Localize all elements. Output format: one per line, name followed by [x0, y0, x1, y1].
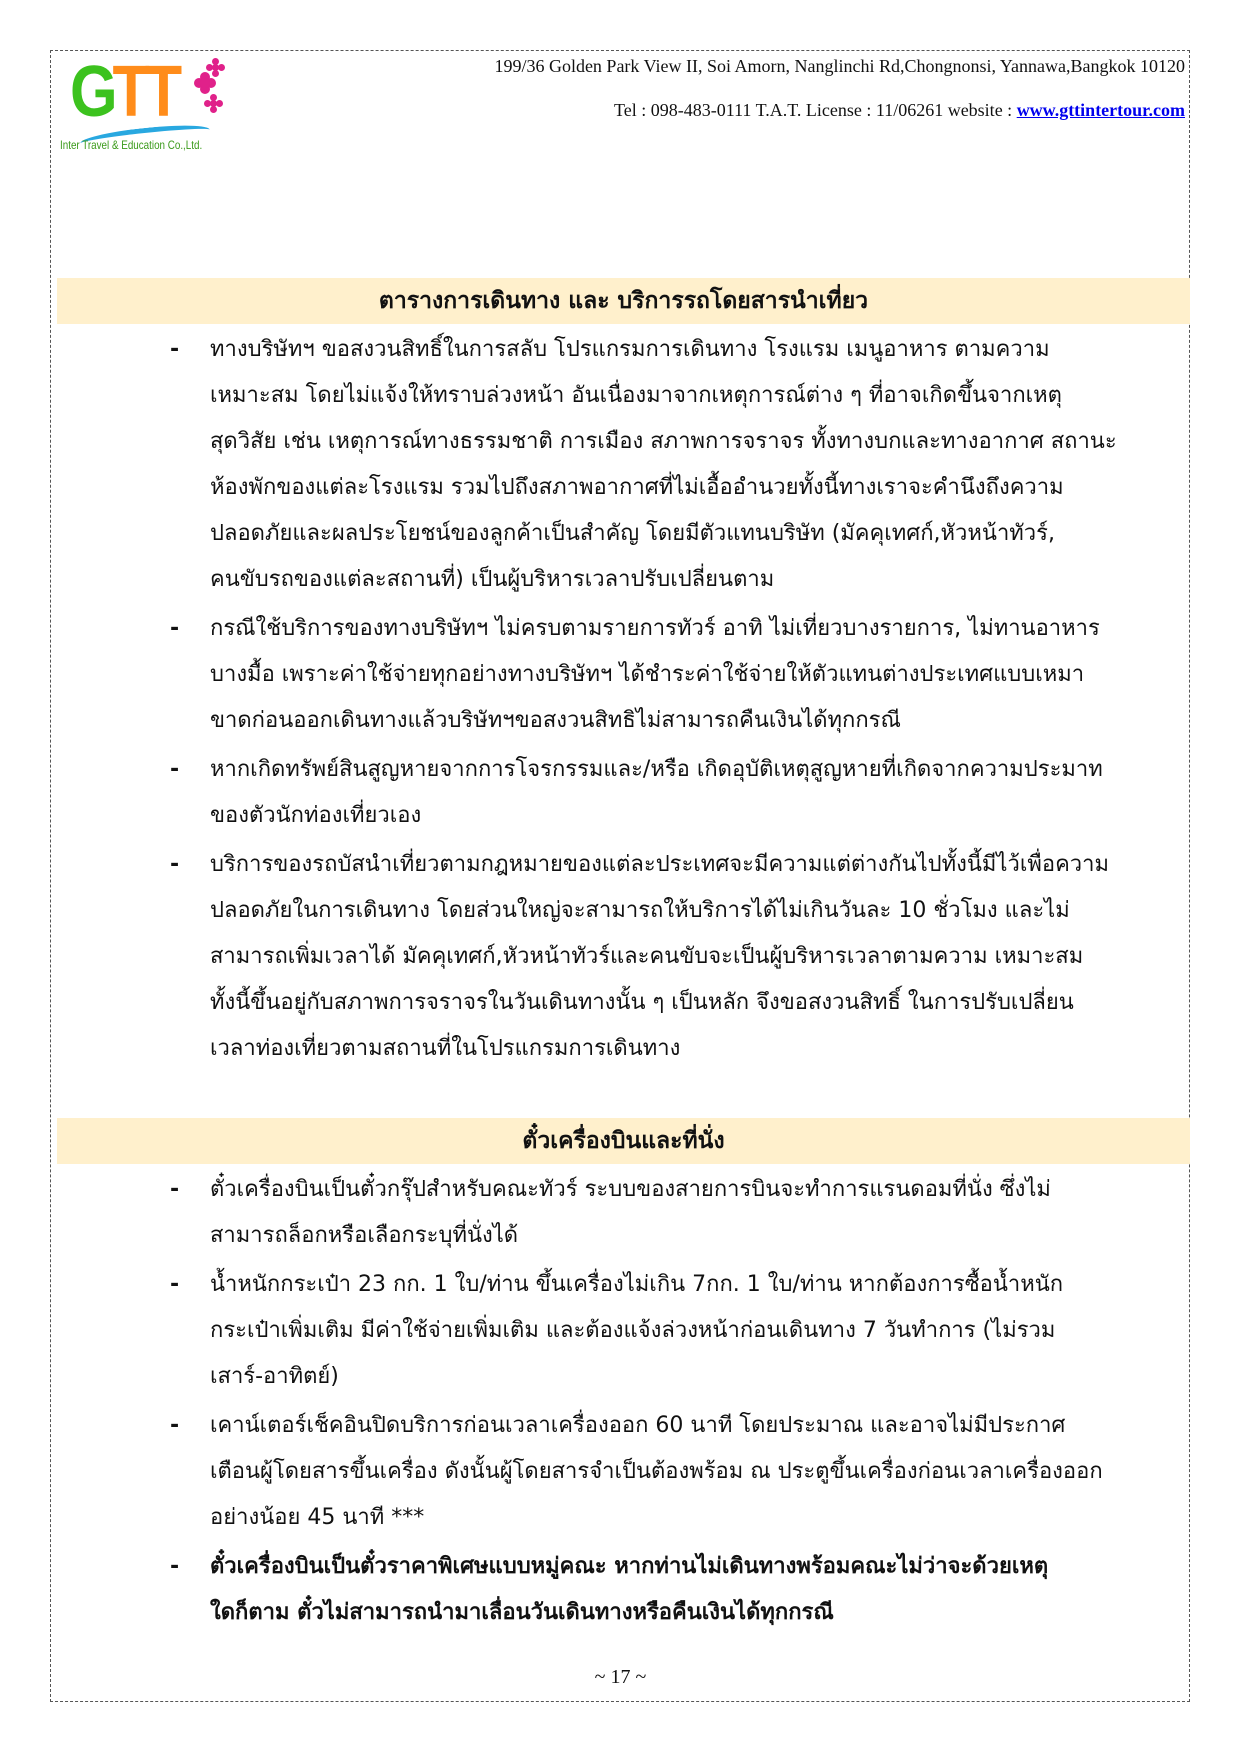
logo-wordmark: GTT	[70, 52, 178, 132]
bullet-line: สามารถล็อกหรือเลือกระบุที่นั่งได้	[210, 1223, 519, 1248]
bullet-line: เสาร์-อาทิตย์)	[210, 1364, 339, 1389]
bullet-line: ของตัวนักท่องเที่ยวเอง	[210, 803, 422, 828]
itinerary-section	[170, 327, 1200, 1075]
flower-icon	[210, 100, 217, 107]
bullet-line: น้ำหนักกระเป๋า 23 กก. 1 ใบ/ท่าน ขึ้นเครื่องไม่เกิน 7กก. 1 ใบ/ท่าน หากต้องการซื้อน้ำหนัก	[210, 1272, 1064, 1297]
bullet-item	[170, 1403, 1200, 1541]
contact-info: Tel : 098-483-0111 T.A.T. License : 11/06261 website :	[614, 100, 1017, 120]
bullet-line: บริการของรถบัสนำเที่ยวตามกฎหมายของแต่ละประเทศจะมีความแต่ต่างกันไปทั้งนี้มีไว้เพื่อความ	[210, 852, 1110, 877]
section-heading: ตารางการเดินทาง และ บริการรถโดยสารนำเที่ยว	[57, 278, 1190, 324]
bullet-line: เตือนผู้โดยสารขึ้นเครื่อง ดังนั้นผู้โดยสารจำเป็นต้องพร้อม ณ ประตูขึ้นเครื่องก่อนเวลาเครื่องออก	[210, 1459, 1103, 1484]
bullet-dash: -	[170, 1554, 180, 1579]
bullet-dash: -	[170, 852, 180, 877]
bullet-line: ทางบริษัทฯ ขอสงวนสิทธิ์ในการสลับ โปรแกรมการเดินทาง โรงแรม เมนูอาหาร ตามความ	[210, 337, 1050, 362]
bullet-line: ทั้งนี้ขึ้นอยู่กับสภาพการจราจรในวันเดินทางนั้น ๆ เป็นหลัก จึงขอสงวนสิทธิ์ ในการปรับเปลี่ยน	[210, 990, 1074, 1015]
bullet-line: ขาดก่อนออกเดินทางแล้วบริษัทฯขอสงวนสิทธิไม่สามารถคืนเงินได้ทุกกรณี	[210, 708, 901, 733]
bullet-line: เคาน์เตอร์เช็คอินปิดบริการก่อนเวลาเครื่องออก 60 นาที โดยประมาณ และอาจไม่มีประกาศ	[210, 1413, 1066, 1438]
bullet-line: กระเป๋าเพิ่มเติม มีค่าใช้จ่ายเพิ่มเติม และต้องแจ้งล่วงหน้าก่อนเดินทาง 7 วันทำการ (ไม่รวม	[210, 1318, 1056, 1343]
bullet-item	[170, 747, 1200, 839]
bullet-item	[170, 1544, 1200, 1636]
bullet-line: ใดก็ตาม ตั๋วไม่สามารถนำมาเลื่อนวันเดินทางหรือคืนเงินได้ทุกกรณี	[210, 1600, 834, 1625]
bullet-line: ตั๋วเครื่องบินเป็นตั๋วกรุ๊ปสำหรับคณะทัวร์ ระบบของสายการบินจะทำการแรนดอมที่นั่ง ซึ่งไม่	[210, 1177, 1051, 1202]
website-link[interactable]: www.gttintertour.com	[1016, 100, 1185, 120]
bullet-item	[170, 1167, 1200, 1259]
page-number: ~ 17 ~	[594, 1666, 647, 1688]
bullet-line: เหมาะสม โดยไม่แจ้งให้ทราบล่วงหน้า อันเนื่องมาจากเหตุการณ์ต่าง ๆ ที่อาจเกิดขึ้นจากเหตุ	[210, 383, 1062, 408]
bullet-line: หากเกิดทรัพย์สินสูญหายจากการโจรกรรมและ/หรือ เกิดอุบัติเหตุสูญหายที่เกิดจากความประมาท	[210, 757, 1103, 782]
bullet-item	[170, 327, 1200, 603]
bullet-line: ปลอดภัยและผลประโยชน์ของลูกค้าเป็นสำคัญ โดยมีตัวแทนบริษัท (มัคคุเทศก์,หัวหน้าทัวร์,	[210, 521, 1055, 546]
bullet-line: บางมื้อ เพราะค่าใช้จ่ายทุกอย่างทางบริษัทฯ ได้ชำระค่าใช้จ่ายให้ตัวแทนต่างประเทศแบบเหมา	[210, 662, 1085, 687]
bullet-line: เวลาท่องเที่ยวตามสถานที่ในโปรแกรมการเดินทาง	[210, 1036, 681, 1061]
section-heading: ตั๋วเครื่องบินและที่นั่ง	[57, 1118, 1190, 1164]
bullet-line: กรณีใช้บริการของทางบริษัทฯ ไม่ครบตามรายการทัวร์ อาทิ ไม่เที่ยวบางรายการ, ไม่ทานอาหาร	[210, 616, 1100, 641]
flight-ticket-section	[170, 1167, 1200, 1639]
bullet-item	[170, 606, 1200, 744]
bullet-dash: -	[170, 1413, 180, 1438]
logo-subtitle: Inter Travel & Education Co.,Ltd.	[60, 138, 203, 152]
company-logo	[60, 52, 220, 156]
bullet-line: คนขับรถของแต่ละสถานที่) เป็นผู้บริหารเวลาปรับเปลี่ยนตาม	[210, 567, 775, 592]
bullet-dash: -	[170, 337, 180, 362]
bullet-item	[170, 842, 1200, 1072]
bullet-line: สามารถเพิ่มเวลาได้ มัคคุเทศก์,หัวหน้าทัวร์และคนขับจะเป็นผู้บริหารเวลาตามความ เหมาะสม	[210, 944, 1084, 969]
bullet-dash: -	[170, 616, 180, 641]
bullet-line: ปลอดภัยในการเดินทาง โดยส่วนใหญ่จะสามารถให้บริการได้ไม่เกินวันละ 10 ชั่วโมง และไม่	[210, 898, 1070, 923]
bullet-line: ตั๋วเครื่องบินเป็นตั๋วราคาพิเศษแบบหมู่คณะ หากท่านไม่เดินทางพร้อมคณะไม่ว่าจะด้วยเหตุ	[210, 1554, 1049, 1579]
flower-icon	[212, 64, 219, 71]
bullet-line: สุดวิสัย เช่น เหตุการณ์ทางธรรมชาติ การเมือง สภาพการจราจร ทั้งทางบกและทางอากาศ สถานะ	[210, 429, 1117, 454]
bullet-item	[170, 1262, 1200, 1400]
flower-icon	[200, 78, 210, 88]
company-address: 199/36 Golden Park View II, Soi Amorn, Nanglinchi Rd,Chongnonsi, Yannawa,Bangkok 10120	[494, 56, 1185, 76]
bullet-line: อย่างน้อย 45 นาที ***	[210, 1505, 425, 1530]
bullet-dash: -	[170, 1177, 180, 1202]
company-contact	[614, 100, 1185, 121]
bullet-dash: -	[170, 757, 180, 782]
bullet-line: ห้องพักของแต่ละโรงแรม รวมไปถึงสภาพอากาศที่ไม่เอื้ออำนวยทั้งนี้ทางเราจะคำนึงถึงความ	[210, 475, 1064, 500]
bullet-dash: -	[170, 1272, 180, 1297]
